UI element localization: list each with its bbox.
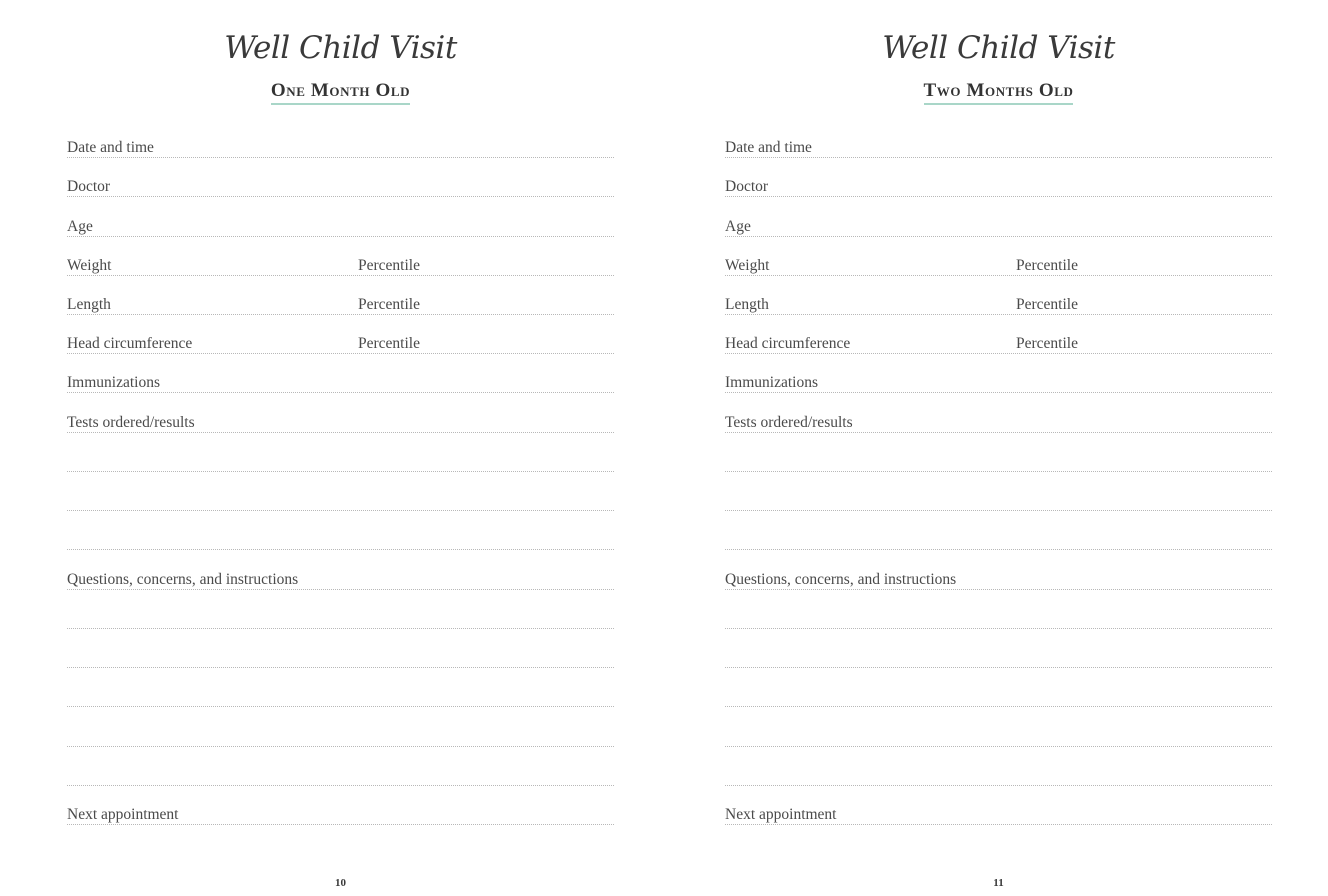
age-line[interactable] [67, 216, 614, 237]
length-line[interactable] [725, 294, 1272, 315]
blank-writing-line[interactable] [67, 608, 614, 629]
next-appointment-line[interactable] [67, 804, 614, 825]
blank-writing-line[interactable] [725, 608, 1272, 629]
head-percentile-label: Percentile [1016, 335, 1078, 352]
blank-writing-line[interactable] [67, 726, 614, 747]
blank-writing-line[interactable] [725, 647, 1272, 668]
length-label: Length [725, 296, 769, 313]
weight-label: Weight [67, 257, 112, 274]
immunizations-label: Immunizations [67, 374, 160, 391]
date-time-line[interactable] [725, 137, 1272, 158]
page-subtitle: One Month Old [271, 80, 410, 105]
date-time-line[interactable] [67, 137, 614, 158]
blank-writing-line[interactable] [725, 686, 1272, 707]
head-circumference-line[interactable] [725, 333, 1272, 354]
weight-label: Weight [725, 257, 770, 274]
doctor-label: Doctor [725, 178, 769, 195]
questions-label: Questions, concerns, and instructions [67, 571, 299, 588]
blank-writing-line[interactable] [67, 647, 614, 668]
blank-writing-line[interactable] [67, 686, 614, 707]
blank-writing-line[interactable] [67, 490, 614, 511]
subtitle-container [725, 80, 1272, 105]
left-page [67, 0, 614, 896]
tests-label: Tests ordered/results [67, 414, 195, 431]
blank-writing-line[interactable] [725, 490, 1272, 511]
page-title: Well Child Visit [882, 30, 1115, 66]
questions-label: Questions, concerns, and instructions [725, 571, 957, 588]
head-circumference-line[interactable] [67, 333, 614, 354]
age-line[interactable] [725, 216, 1272, 237]
immunizations-label: Immunizations [725, 374, 818, 391]
length-percentile-label: Percentile [1016, 296, 1078, 313]
next-appointment-label: Next appointment [725, 806, 837, 823]
blank-writing-line[interactable] [725, 726, 1272, 747]
head-circumference-label: Head circumference [67, 335, 193, 352]
length-percentile-label: Percentile [358, 296, 420, 313]
age-label: Age [725, 218, 751, 235]
next-appointment-line[interactable] [725, 804, 1272, 825]
doctor-label: Doctor [67, 178, 111, 195]
right-page [725, 0, 1272, 896]
blank-writing-line[interactable] [67, 765, 614, 786]
blank-writing-line[interactable] [725, 765, 1272, 786]
page-number: 10 [335, 877, 346, 889]
page-number: 11 [993, 877, 1004, 889]
date-time-label: Date and time [725, 139, 812, 156]
weight-percentile-label: Percentile [1016, 257, 1078, 274]
questions-line[interactable] [67, 569, 614, 590]
length-line[interactable] [67, 294, 614, 315]
head-percentile-label: Percentile [358, 335, 420, 352]
head-circumference-label: Head circumference [725, 335, 851, 352]
tests-label: Tests ordered/results [725, 414, 853, 431]
weight-line[interactable] [725, 255, 1272, 276]
blank-writing-line[interactable] [725, 451, 1272, 472]
page-title: Well Child Visit [224, 30, 457, 66]
length-label: Length [67, 296, 111, 313]
blank-writing-line[interactable] [67, 451, 614, 472]
tests-line[interactable] [725, 412, 1272, 433]
questions-line[interactable] [725, 569, 1272, 590]
page-subtitle: Two Months Old [924, 80, 1074, 105]
date-time-label: Date and time [67, 139, 154, 156]
doctor-line[interactable] [725, 176, 1272, 197]
weight-line[interactable] [67, 255, 614, 276]
blank-writing-line[interactable] [67, 529, 614, 550]
next-appointment-label: Next appointment [67, 806, 179, 823]
age-label: Age [67, 218, 93, 235]
subtitle-container [67, 80, 614, 105]
doctor-line[interactable] [67, 176, 614, 197]
immunizations-line[interactable] [725, 372, 1272, 393]
blank-writing-line[interactable] [725, 529, 1272, 550]
tests-line[interactable] [67, 412, 614, 433]
weight-percentile-label: Percentile [358, 257, 420, 274]
immunizations-line[interactable] [67, 372, 614, 393]
